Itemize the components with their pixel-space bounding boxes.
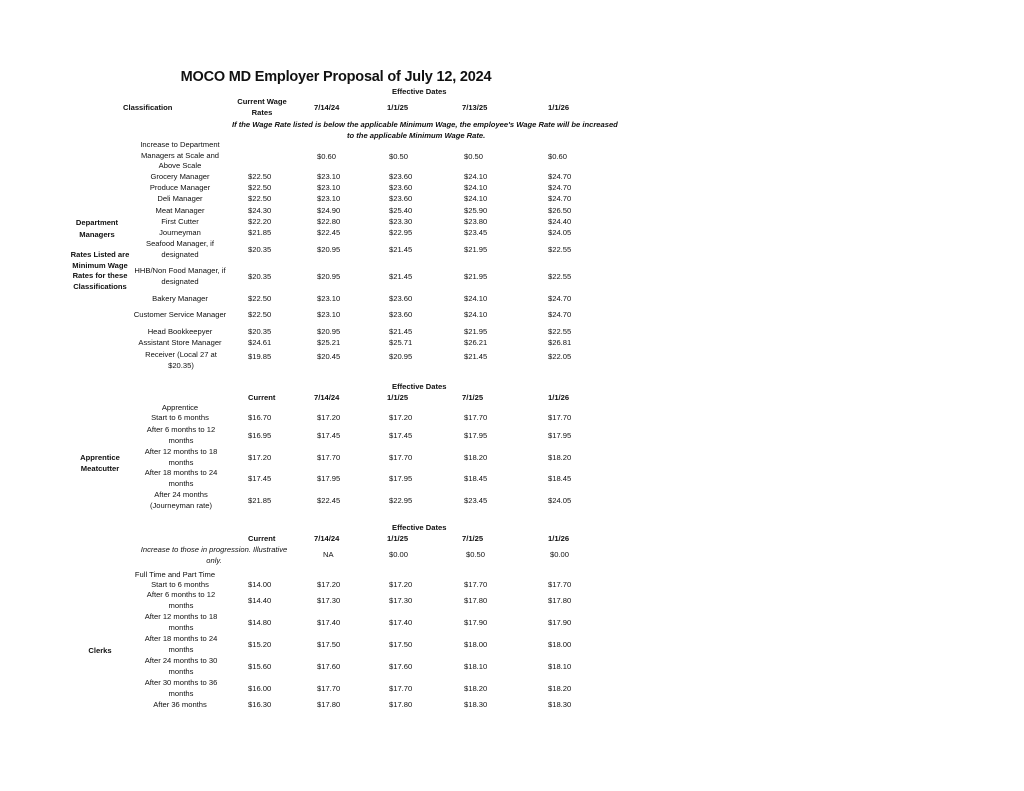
rate-cell: $23.60 [389,194,413,203]
rate-cell: $22.55 [548,272,572,281]
rate-cell: $17.95 [389,474,413,483]
rate-cell: $17.95 [548,431,572,440]
current-rate-cell: $20.35 [248,272,272,281]
increase-value-1: $0.00 [389,550,409,559]
row-label: Grocery Manager [150,172,210,181]
rate-cell: $24.70 [548,183,572,192]
category-clerks: Clerks [88,646,112,655]
rate-cell: $26.81 [548,338,572,347]
current-rate-cell: $22.50 [248,172,272,181]
row-label: After 12 months to 18 months [144,612,218,632]
rate-cell: $17.30 [389,596,413,605]
rate-cell: $22.45 [317,496,341,505]
increase-current-na: NA [323,550,334,559]
date-header-3: 7/13/25 [462,103,488,112]
current-wage-rates-header: Current Wage Rates [237,97,287,117]
rate-cell: $24.70 [548,172,572,181]
rate-cell: $24.90 [317,206,341,215]
increase-value-3: $0.00 [550,550,570,559]
rate-cell: $18.20 [548,684,572,693]
increase-value-2: $0.50 [466,550,486,559]
rate-cell: $17.70 [389,684,413,693]
rate-cell: $24.10 [464,294,488,303]
rate-cell: $17.70 [389,453,413,462]
current-rate-cell: $20.35 [248,245,272,254]
rate-cell: $17.95 [317,474,341,483]
s3-date-header-1: 7/14/24 [314,534,340,543]
rate-cell: $17.20 [389,580,413,589]
rate-cell: $21.45 [389,327,413,336]
current-rate-cell: $16.30 [248,700,272,709]
rate-cell: $21.45 [464,352,488,361]
row-label: Receiver (Local 27 at $20.35) [145,350,217,370]
row-label: Produce Manager [149,183,211,192]
s3-date-header-3: 7/1/25 [462,534,484,543]
rate-cell: $23.60 [389,294,413,303]
document-title: MOCO MD Employer Proposal of July 12, 2024 [180,69,492,85]
category-department-managers: Department Managers [75,218,119,239]
rate-cell: $17.80 [464,596,488,605]
note-line-2: to the applicable Minimum Wage Rate. [347,131,486,140]
rate-cell: $17.70 [548,580,572,589]
s2-date-header-2: 1/1/25 [387,393,409,402]
rate-cell: $17.70 [464,413,488,422]
rate-cell: $24.70 [548,294,572,303]
rate-cell: $24.05 [548,496,572,505]
s2-date-header-1: 7/14/24 [314,393,340,402]
rate-cell: $21.95 [464,327,488,336]
rate-cell: $17.20 [317,413,341,422]
rate-cell: $17.80 [548,596,572,605]
row-label: Bakery Manager [152,294,208,303]
row-label: After 6 months to 12 months [146,425,216,445]
current-rate-cell: $24.30 [248,206,272,215]
rate-cell: $18.30 [548,700,572,709]
rate-cell: $17.20 [389,413,413,422]
current-rate-cell: $14.80 [248,618,272,627]
rate-cell: $17.50 [389,640,413,649]
current-rate-cell: $17.20 [248,453,272,462]
current-rate-cell: $22.50 [248,310,272,319]
rate-cell: $23.60 [389,183,413,192]
rate-cell: $0.50 [464,152,484,161]
rate-cell: $26.21 [464,338,488,347]
rate-cell: $24.05 [548,228,572,237]
rate-cell: $24.70 [548,310,572,319]
rate-cell: $23.10 [317,172,341,181]
rate-cell: $23.10 [317,294,341,303]
row-label: Deli Manager [157,194,203,203]
current-header-2: Current [248,393,276,402]
rate-cell: $21.95 [464,245,488,254]
rate-cell: $18.45 [548,474,572,483]
rate-cell: $17.90 [548,618,572,627]
rate-cell: $22.95 [389,228,413,237]
row-label: After 12 months to 18 months [144,447,218,467]
rate-cell: $25.71 [389,338,413,347]
row-label: First Cutter [161,217,199,226]
rate-cell: $26.50 [548,206,572,215]
row-label: After 6 months to 12 months [146,590,216,610]
rate-cell: $17.80 [389,700,413,709]
current-rate-cell: $16.70 [248,413,272,422]
classification-header: Classification [123,103,173,112]
row-label: After 18 months to 24 months [144,468,218,488]
rate-cell: $17.40 [389,618,413,627]
rate-cell: $17.80 [317,700,341,709]
rate-cell: $23.10 [317,183,341,192]
row-label: After 18 months to 24 months [144,634,218,654]
rate-cell: $24.10 [464,183,488,192]
rate-cell: $18.10 [464,662,488,671]
s2-date-header-3: 7/1/25 [462,393,484,402]
rate-cell: $17.90 [464,618,488,627]
rate-cell: $0.50 [389,152,409,161]
rate-cell: $18.00 [464,640,488,649]
row-label: Customer Service Manager [133,310,227,319]
rate-cell: $20.95 [317,272,341,281]
rate-cell: $23.30 [389,217,413,226]
rate-cell: $18.30 [464,700,488,709]
clerks-group-label: Full Time and Part Time [134,570,216,579]
rate-cell: $23.60 [389,310,413,319]
rate-cell: $21.95 [464,272,488,281]
rate-cell: $22.95 [389,496,413,505]
rate-cell: $23.10 [317,310,341,319]
current-rate-cell: $15.20 [248,640,272,649]
rate-cell: $18.20 [464,453,488,462]
current-rate-cell: $19.85 [248,352,272,361]
rate-cell: $17.70 [317,684,341,693]
current-header-3: Current [248,534,276,543]
rate-cell: $20.95 [317,327,341,336]
rate-cell: $18.00 [548,640,572,649]
rate-cell: $17.50 [317,640,341,649]
s3-date-header-4: 1/1/26 [548,534,570,543]
rate-cell: $24.10 [464,194,488,203]
rate-cell: $0.60 [548,152,568,161]
rate-cell: $22.55 [548,245,572,254]
rate-cell: $21.45 [389,272,413,281]
rate-cell: $22.05 [548,352,572,361]
current-rate-cell: $22.50 [248,294,272,303]
current-rate-cell: $16.00 [248,684,272,693]
rate-cell: $17.70 [548,413,572,422]
rate-cell: $23.60 [389,172,413,181]
rate-cell: $17.70 [464,580,488,589]
rate-cell: $20.95 [317,245,341,254]
rate-cell: $18.45 [464,474,488,483]
effective-dates-header-3: Effective Dates [392,523,447,532]
rate-cell: $23.45 [464,496,488,505]
rate-cell: $17.20 [317,580,341,589]
rate-cell: $25.90 [464,206,488,215]
increase-progression-label: Increase to those in progression. Illustrative only. [140,545,288,565]
current-rate-cell: $16.95 [248,431,272,440]
current-rate-cell: $22.50 [248,183,272,192]
rate-cell: $17.95 [464,431,488,440]
row-label: After 36 months [153,700,207,709]
rate-cell: $17.45 [317,431,341,440]
row-label: HHB/Non Food Manager, if designated [134,266,226,286]
rate-cell: $24.10 [464,172,488,181]
date-header-2: 1/1/25 [387,103,409,112]
rate-cell: $24.10 [464,310,488,319]
rate-cell: $17.40 [317,618,341,627]
rate-cell: $0.60 [317,152,337,161]
apprentice-group-label: Apprentice [161,403,199,412]
current-rate-cell: $14.00 [248,580,272,589]
row-label: Start to 6 months [151,580,209,589]
row-label: Seafood Manager, if designated [146,239,214,259]
s2-date-header-4: 1/1/26 [548,393,570,402]
category-minimum-wage-note: Rates Listed are Minimum Wage Rates for these Classifications [70,250,130,291]
current-rate-cell: $24.61 [248,338,272,347]
row-label: Journeyman [159,228,201,237]
rate-cell: $17.60 [317,662,341,671]
rate-cell: $17.70 [317,453,341,462]
rate-cell: $18.20 [548,453,572,462]
rate-cell: $25.21 [317,338,341,347]
rate-cell: $22.45 [317,228,341,237]
current-rate-cell: $15.60 [248,662,272,671]
rate-cell: $18.20 [464,684,488,693]
current-rate-cell: $22.20 [248,217,272,226]
rate-cell: $23.45 [464,228,488,237]
rate-cell: $20.45 [317,352,341,361]
rate-cell: $23.80 [464,217,488,226]
current-rate-cell: $21.85 [248,496,272,505]
current-rate-cell: $21.85 [248,228,272,237]
rate-cell: $21.45 [389,245,413,254]
date-header-1: 7/14/24 [314,103,340,112]
note-line-1: If the Wage Rate listed is below the applicable Minimum Wage, the employee's Wage Rate will be increased [232,120,618,129]
date-header-4: 1/1/26 [548,103,570,112]
rate-cell: $17.30 [317,596,341,605]
current-rate-cell: $20.35 [248,327,272,336]
row-label: Head Bookkeepyer [147,327,213,336]
row-label: After 24 months to 30 months [144,656,218,676]
s3-date-header-2: 1/1/25 [387,534,409,543]
current-rate-cell: $14.40 [248,596,272,605]
rate-cell: $24.40 [548,217,572,226]
rate-cell: $20.95 [389,352,413,361]
category-apprentice-meatcutter: Apprentice Meatcutter [80,453,120,473]
row-label: Meat Manager [155,206,205,215]
rate-cell: $22.80 [317,217,341,226]
row-label: Start to 6 months [151,413,209,422]
rate-cell: $18.10 [548,662,572,671]
row-label: After 30 months to 36 months [144,678,218,698]
rate-cell: $24.70 [548,194,572,203]
current-rate-cell: $17.45 [248,474,272,483]
effective-dates-header-2: Effective Dates [392,382,447,391]
rate-cell: $23.10 [317,194,341,203]
row-label: After 24 months (Journeyman rate) [149,490,213,510]
rate-cell: $17.45 [389,431,413,440]
rate-cell: $22.55 [548,327,572,336]
row-label: Assistant Store Manager [138,338,222,347]
effective-dates-header-1: Effective Dates [392,87,447,96]
current-rate-cell: $22.50 [248,194,272,203]
rate-cell: $25.40 [389,206,413,215]
row-label: Increase to Department Managers at Scale and Above Scale [140,140,220,170]
rate-cell: $17.60 [389,662,413,671]
